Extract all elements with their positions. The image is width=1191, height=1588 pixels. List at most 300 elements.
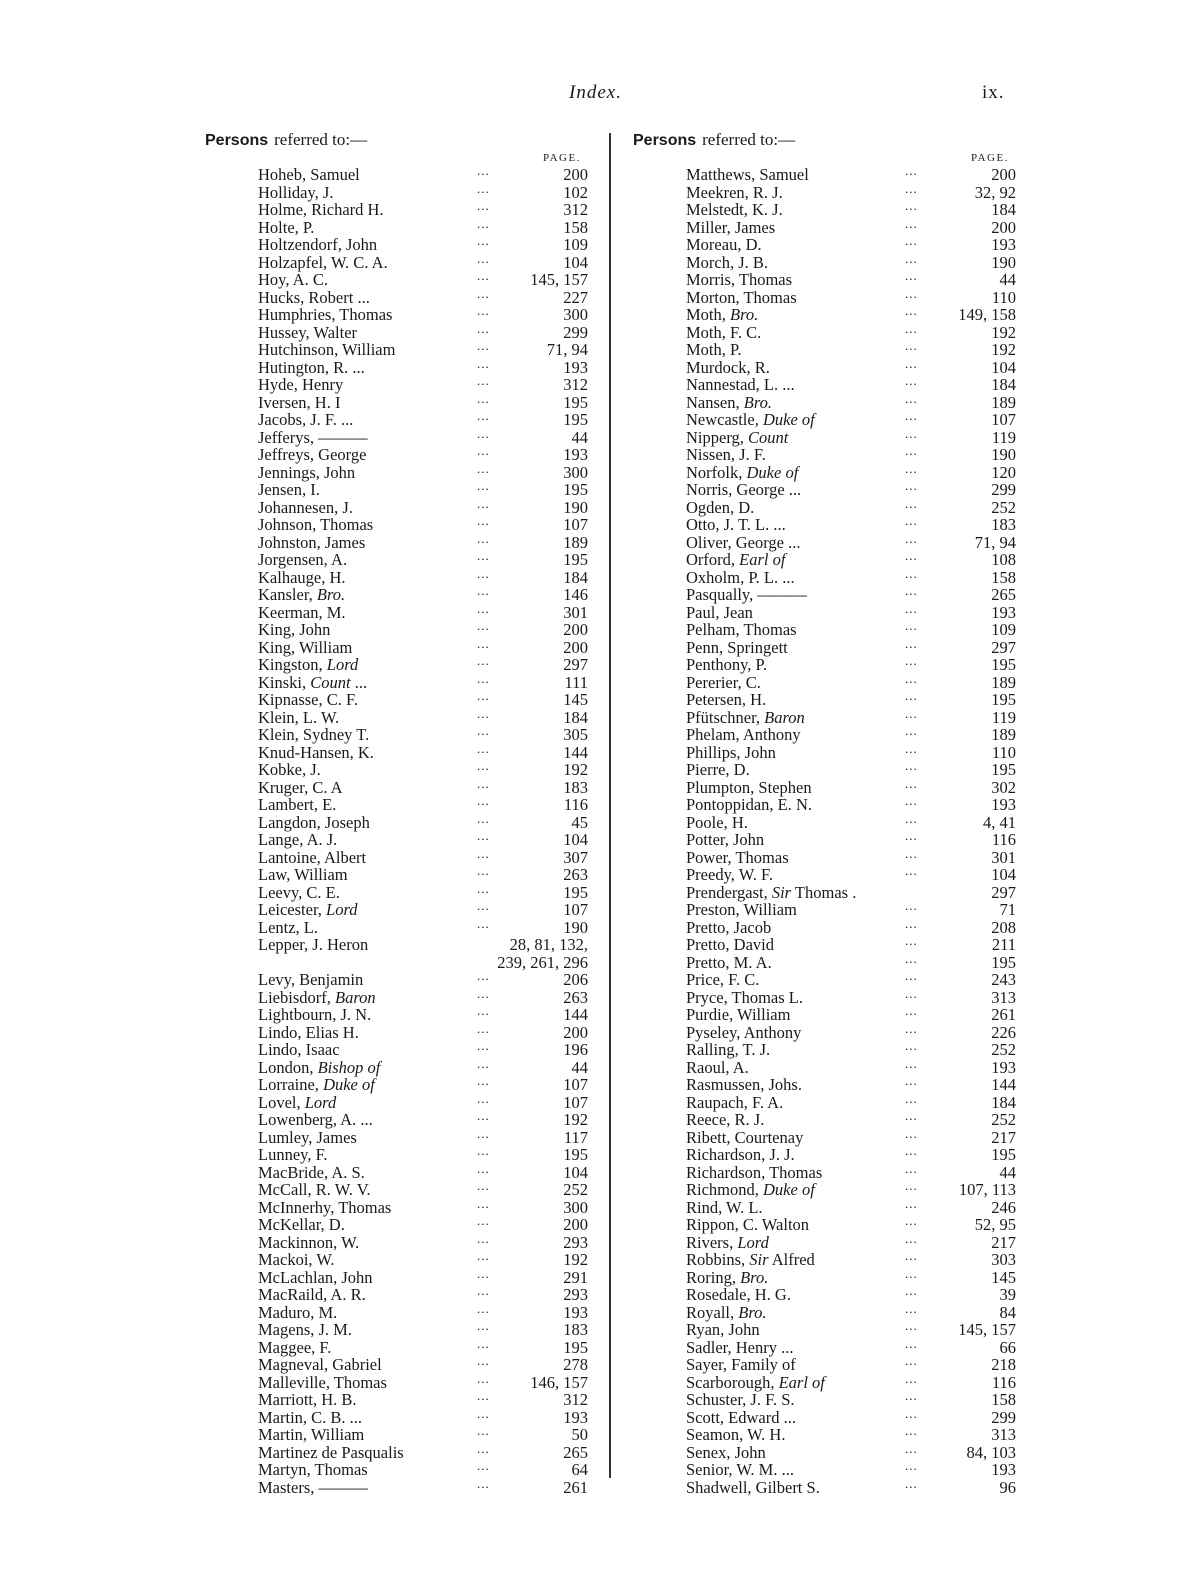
entry-name: Mackinnon, W.	[258, 1232, 360, 1252]
index-entry	[686, 1388, 1016, 1409]
entry-pages: 44	[999, 270, 1016, 289]
entry-name: Scarborough, Earl of	[686, 1372, 825, 1392]
index-entry	[686, 460, 1016, 482]
entry-name: Robbins, Sir Alfred	[686, 1250, 815, 1269]
leader-dots: ...	[905, 495, 918, 511]
entry-pages: 265	[991, 585, 1016, 604]
entry-pages: 301	[563, 602, 588, 622]
leader-dots: ...	[477, 548, 490, 563]
index-entry	[686, 390, 1016, 412]
leader-dots: ...	[905, 1318, 918, 1333]
entry-name: McCall, R. W. V.	[258, 1180, 371, 1199]
leader-dots: ...	[905, 1230, 918, 1246]
entry-pages: 116	[991, 830, 1016, 849]
index-entry	[686, 443, 1016, 464]
leader-dots: ...	[477, 985, 490, 1001]
leader-dots: ...	[905, 1370, 918, 1386]
entry-title: Sir	[749, 1250, 769, 1269]
index-entry	[686, 1300, 1016, 1322]
entry-name: Kalhauge, H.	[258, 567, 346, 587]
entry-name: Melstedt, K. J.	[686, 200, 783, 219]
leader-dots: ...	[477, 1073, 490, 1088]
leader-dots: ...	[905, 618, 918, 633]
entry-pages: 300	[563, 462, 588, 482]
entry-pages: 107	[563, 515, 588, 534]
index-entry	[258, 1475, 588, 1497]
index-entry	[686, 740, 1016, 762]
leader-dots: ...	[477, 600, 490, 616]
index-entry	[258, 1020, 588, 1042]
index-entry	[686, 1405, 1016, 1427]
leader-dots: ...	[905, 513, 918, 528]
index-entry	[686, 635, 1016, 657]
entry-pages: 111	[564, 672, 588, 692]
entry-name: Moth, P.	[686, 340, 742, 359]
entry-title: Lord	[304, 1092, 337, 1112]
entry-pages: 193	[563, 1407, 588, 1427]
index-entry	[258, 600, 588, 622]
entry-name: Lunney, F.	[258, 1145, 328, 1164]
leader-dots: ...	[905, 425, 918, 441]
entry-name: Lowenberg, A. ...	[258, 1110, 373, 1129]
index-entry	[258, 1370, 588, 1392]
entry-name: Levy, Benjamin	[258, 970, 364, 989]
leader-dots: ...	[905, 460, 918, 476]
entry-pages: 119	[991, 707, 1016, 727]
leader-dots: ...	[905, 1458, 918, 1473]
leader-dots: ...	[905, 198, 918, 213]
entry-name: Lorraine, Duke of	[258, 1075, 375, 1094]
leader-dots: ...	[477, 530, 490, 546]
entry-pages: 158	[991, 567, 1016, 587]
leader-dots: ...	[477, 1458, 490, 1473]
entry-pages: 96	[999, 1477, 1016, 1497]
leader-dots: ...	[477, 268, 490, 283]
entry-pages: 44	[571, 1057, 588, 1077]
entry-pages: 312	[563, 375, 588, 394]
entry-pages: 190	[563, 917, 588, 937]
entry-pages: 305	[563, 725, 588, 744]
right-column-heading	[633, 130, 795, 150]
entry-name: Pererier, C.	[686, 672, 761, 692]
index-entry	[258, 180, 588, 202]
entry-name: Hyde, Henry	[258, 375, 344, 394]
entry-name: Jorgensen, A.	[258, 550, 348, 569]
leader-dots: ...	[905, 1283, 918, 1298]
entry-pages: 261	[991, 1005, 1016, 1024]
index-entry	[258, 845, 588, 867]
index-entry	[686, 600, 1016, 622]
index-entry	[258, 1405, 588, 1427]
entry-name: Pretto, Jacob	[686, 917, 772, 937]
entry-pages: 261	[563, 1477, 588, 1497]
index-entry	[258, 1423, 588, 1444]
entry-name: Lindo, Isaac	[258, 1040, 340, 1059]
entry-name: Jefferys, ———	[258, 427, 368, 447]
entry-pages: 192	[563, 760, 588, 779]
index-entry	[686, 180, 1016, 202]
index-entry	[686, 1055, 1016, 1077]
leader-dots: ...	[905, 338, 918, 353]
leader-dots: ...	[477, 285, 490, 301]
leader-dots: ...	[477, 583, 490, 598]
leader-dots: ...	[905, 408, 918, 423]
leader-dots: ...	[477, 1475, 490, 1491]
index-entry	[258, 670, 588, 692]
index-entry	[258, 1318, 588, 1339]
entry-name: Jennings, John	[258, 462, 356, 482]
leader-dots: ...	[905, 793, 918, 808]
leader-dots: ...	[905, 215, 918, 231]
entry-pages: 189	[991, 725, 1016, 744]
leader-dots: ...	[905, 1108, 918, 1123]
leader-dots: ...	[905, 285, 918, 301]
leader-dots: ...	[905, 635, 918, 651]
entry-pages: 313	[991, 987, 1016, 1007]
entry-name: Lumley, James	[258, 1127, 357, 1147]
index-entry	[258, 303, 588, 324]
entry-pages: 193	[563, 357, 588, 377]
entry-name: Law, William	[258, 865, 348, 884]
entry-name: Ralling, T. J.	[686, 1040, 771, 1059]
index-entry	[686, 828, 1016, 849]
entry-name: Penn, Springett	[686, 637, 788, 657]
entry-name: Oliver, George ...	[686, 532, 801, 552]
leader-dots: ...	[905, 985, 918, 1001]
entry-name: Holtzendorf, John	[258, 235, 378, 254]
leader-dots: ...	[905, 1125, 918, 1141]
leader-dots: ...	[477, 775, 490, 791]
entry-name: Royall, Bro.	[686, 1302, 767, 1322]
entry-pages: 4, 41	[983, 812, 1016, 832]
entry-pages: 71, 94	[546, 340, 588, 359]
leader-dots: ...	[477, 390, 490, 406]
entry-name: Raoul, A.	[686, 1057, 749, 1077]
entry-name: Hoy, A. C.	[258, 270, 328, 289]
entry-name: Pontoppidan, E. N.	[686, 795, 813, 814]
entry-name: Rippon, C. Walton	[686, 1215, 810, 1234]
entry-pages: 145	[991, 1267, 1016, 1287]
index-entry	[258, 1073, 588, 1094]
entry-name: Lentz, L.	[258, 917, 319, 937]
index-entry	[686, 884, 1016, 902]
index-entry	[686, 810, 1016, 832]
column-divider	[609, 133, 611, 1478]
entry-name: Ogden, D.	[686, 497, 755, 517]
entry-pages: 297	[991, 637, 1016, 657]
index-entry	[258, 775, 588, 797]
entry-name: Maggee, F.	[258, 1337, 332, 1357]
entry-pages: 278	[563, 1355, 588, 1374]
entry-pages: 313	[991, 1425, 1016, 1444]
leader-dots: ...	[905, 723, 918, 738]
index-entry	[258, 285, 588, 307]
leader-dots: ...	[905, 775, 918, 791]
entry-pages: 291	[563, 1267, 588, 1287]
leader-dots: ...	[905, 1195, 918, 1211]
index-entry	[686, 1423, 1016, 1444]
entry-pages: 195	[563, 480, 588, 499]
entry-pages: 190	[563, 497, 588, 517]
index-entry	[686, 845, 1016, 867]
leader-dots: ...	[477, 1213, 490, 1228]
index-entry	[258, 1248, 588, 1269]
entry-name: Johannesen, J.	[258, 497, 353, 517]
entry-name: Hussey, Walter	[258, 322, 358, 342]
entry-name: Paul, Jean	[686, 602, 753, 622]
index-entry	[686, 1353, 1016, 1374]
entry-pages: 110	[991, 742, 1016, 762]
entry-name: Rosedale, H. G.	[686, 1285, 791, 1304]
entry-name: Klein, Sydney T.	[258, 725, 370, 744]
entry-pages: 149, 158	[958, 305, 1016, 324]
entry-pages: 84, 103	[966, 1442, 1016, 1462]
leader-dots: ...	[905, 1090, 918, 1106]
entry-pages: 193	[563, 1302, 588, 1322]
entry-pages: 117	[563, 1127, 588, 1147]
index-entry	[258, 936, 588, 971]
index-entry	[686, 1178, 1016, 1199]
entry-pages: 144	[563, 1005, 588, 1024]
entry-title: Duke of	[746, 462, 799, 482]
entry-name: Schuster, J. F. S.	[686, 1390, 795, 1409]
entry-name: Seamon, W. H.	[686, 1425, 786, 1444]
index-entry	[686, 548, 1016, 569]
index-entry	[258, 828, 588, 849]
leader-dots: ...	[477, 1038, 490, 1053]
leader-dots: ...	[477, 968, 490, 983]
entry-name: Holme, Richard H.	[258, 200, 384, 219]
entry-pages: 144	[563, 742, 588, 762]
entry-pages: 302	[991, 777, 1016, 797]
entry-pages: 195	[563, 410, 588, 429]
entry-pages: 193	[991, 795, 1016, 814]
entry-name: Plumpton, Stephen	[686, 777, 812, 797]
entry-name: Sayer, Family of	[686, 1355, 796, 1374]
index-entry	[686, 1213, 1016, 1234]
index-entry	[258, 250, 588, 272]
leader-dots: ...	[477, 478, 490, 493]
leader-dots: ...	[905, 1265, 918, 1281]
leader-dots: ...	[905, 1038, 918, 1053]
leader-dots: ...	[905, 250, 918, 266]
index-entry	[258, 1108, 588, 1129]
entry-pages: 192	[991, 322, 1016, 342]
entry-name: Holte, P.	[258, 217, 315, 237]
leader-dots: ...	[905, 1020, 918, 1036]
entry-title: Bro.	[740, 1267, 769, 1287]
index-entry	[258, 618, 588, 639]
leader-dots: ...	[477, 863, 490, 878]
leader-dots: ...	[477, 1440, 490, 1456]
leader-dots: ...	[477, 1195, 490, 1211]
leader-dots: ...	[905, 1405, 918, 1421]
index-entry	[258, 443, 588, 464]
entry-pages: 195	[991, 655, 1016, 674]
entry-pages: 184	[991, 200, 1016, 219]
leader-dots: ...	[905, 688, 918, 703]
index-entry	[258, 268, 588, 289]
entry-pages: 195	[991, 952, 1016, 972]
entry-pages: 303	[991, 1250, 1016, 1269]
entry-name: Norris, George ...	[686, 480, 802, 499]
index-entry	[686, 688, 1016, 709]
entry-pages: 104	[563, 252, 588, 272]
entry-pages: 107, 113	[958, 1180, 1016, 1199]
entry-name: Pryce, Thomas L.	[686, 987, 804, 1007]
leader-dots: ...	[477, 1248, 490, 1263]
leader-dots: ...	[477, 845, 490, 861]
entry-title: Bro.	[316, 585, 346, 604]
leader-dots: ...	[477, 1318, 490, 1333]
entry-pages: 252	[991, 1040, 1016, 1059]
entry-pages: 246	[991, 1197, 1016, 1217]
entry-pages: 297	[563, 655, 588, 674]
index-entry	[686, 1038, 1016, 1059]
leader-dots: ...	[905, 1143, 918, 1158]
leader-dots: ...	[905, 915, 918, 931]
entry-name: Power, Thomas	[686, 847, 789, 867]
entry-name: MacRaild, A. R.	[258, 1285, 366, 1304]
entry-name: Knud-Hansen, K.	[258, 742, 374, 762]
leader-dots: ...	[477, 880, 490, 896]
index-entry	[686, 215, 1016, 237]
entry-pages: 183	[563, 1320, 588, 1339]
entry-pages: 102	[563, 182, 588, 202]
entry-name: Lightbourn, J. N.	[258, 1005, 372, 1024]
entry-pages: 144	[991, 1075, 1016, 1094]
entry-pages: 120	[991, 462, 1016, 482]
leader-dots: ...	[905, 758, 918, 773]
page-column-label: PAGE.	[971, 152, 1009, 164]
entry-title: Earl of	[778, 1372, 825, 1392]
entry-title: Sir	[771, 882, 792, 902]
entry-name: Marriott, H. B.	[258, 1390, 357, 1409]
leader-dots: ...	[477, 1388, 490, 1403]
entry-title: Bro.	[730, 305, 759, 324]
entry-name: Ryan, John	[686, 1320, 760, 1339]
entry-pages: 200	[563, 1215, 588, 1234]
leader-dots: ...	[905, 1353, 918, 1368]
entry-pages: 192	[991, 340, 1016, 359]
entry-title: Baron	[334, 987, 376, 1007]
entry-pages: 184	[563, 707, 588, 727]
entry-name: Rind, W. L.	[686, 1197, 763, 1217]
index-entry	[686, 530, 1016, 552]
entry-name: Sadler, Henry ...	[686, 1337, 794, 1357]
entry-name: Meekren, R. J.	[686, 182, 783, 202]
leader-dots: ...	[477, 250, 490, 266]
entry-pages: 293	[563, 1285, 588, 1304]
index-entry	[686, 775, 1016, 797]
entry-pages: 299	[991, 480, 1016, 499]
entry-name: Martin, C. B. ...	[258, 1407, 363, 1427]
leader-dots: ...	[477, 1003, 490, 1018]
entry-name: Kingston, Lord	[258, 655, 359, 674]
leader-dots: ...	[905, 530, 918, 546]
entry-name: Holzapfel, W. C. A.	[258, 252, 388, 272]
entry-name: Newcastle, Duke of	[686, 410, 815, 429]
leader-dots: ...	[905, 583, 918, 598]
entry-name: Magneval, Gabriel	[258, 1355, 382, 1374]
leader-dots: ...	[905, 1213, 918, 1228]
entry-pages: 109	[991, 620, 1016, 639]
entry-name: Hutchinson, William	[258, 340, 396, 359]
leader-dots: ...	[477, 793, 490, 808]
index-entry	[258, 1458, 588, 1479]
entry-pages: 158	[991, 1390, 1016, 1409]
leader-dots: ...	[477, 565, 490, 581]
entry-pages: 200	[563, 1022, 588, 1042]
index-entry	[686, 1143, 1016, 1164]
index-entry	[686, 1090, 1016, 1112]
leader-dots: ...	[905, 653, 918, 668]
index-entry	[686, 250, 1016, 272]
entry-pages: 146, 157	[530, 1372, 588, 1392]
leader-dots: ...	[477, 653, 490, 668]
entry-pages: 84	[999, 1302, 1016, 1322]
index-entry	[258, 565, 588, 587]
entry-name: Liebisdorf, Baron	[258, 987, 376, 1007]
entry-name: Martyn, Thomas	[258, 1460, 368, 1479]
leader-dots: ...	[477, 373, 490, 388]
leader-dots: ...	[477, 180, 490, 196]
entry-title: Bro.	[743, 392, 772, 412]
leader-dots: ...	[905, 845, 918, 861]
entry-pages: 104	[991, 357, 1016, 377]
entry-pages: 183	[991, 515, 1016, 534]
leader-dots: ...	[477, 1230, 490, 1246]
leader-dots: ...	[477, 443, 490, 458]
leader-dots: ...	[905, 1300, 918, 1316]
entry-name: Moth, Bro.	[686, 305, 759, 324]
entry-name: Jacobs, J. F. ...	[258, 410, 354, 429]
entry-pages: 200	[991, 217, 1016, 237]
entry-name: Morton, Thomas	[686, 287, 797, 307]
entry-title: Duke of	[763, 1180, 815, 1199]
entry-pages: 195	[563, 1337, 588, 1357]
entry-pages: 107	[991, 410, 1016, 429]
entry-name: McKellar, D.	[258, 1215, 345, 1234]
leader-dots: ...	[477, 1283, 490, 1298]
entry-pages: 45	[571, 812, 588, 832]
entry-pages: 110	[991, 287, 1016, 307]
entry-pages: 66	[999, 1337, 1016, 1357]
index-entry	[258, 810, 588, 832]
leader-dots: ...	[477, 1423, 490, 1438]
index-entry	[686, 268, 1016, 289]
index-entry	[686, 863, 1016, 884]
entry-name: Scott, Edward ...	[686, 1407, 796, 1427]
entry-pages: 195	[563, 550, 588, 569]
leader-dots: ...	[477, 635, 490, 651]
entry-name: Matthews, Samuel	[686, 165, 809, 184]
entry-name: Hutington, R. ...	[258, 357, 365, 377]
index-entry	[258, 793, 588, 814]
entry-pages: 184	[991, 375, 1016, 394]
leader-dots: ...	[477, 1055, 490, 1071]
index-entry	[258, 495, 588, 517]
index-entry	[686, 705, 1016, 727]
entry-pages: 196	[563, 1040, 588, 1059]
entry-pages: 193	[991, 602, 1016, 622]
entry-pages: 158	[563, 217, 588, 237]
entry-pages: 200	[563, 165, 588, 184]
entry-pages: 200	[991, 165, 1016, 184]
index-entry	[258, 390, 588, 412]
leader-dots: ...	[477, 828, 490, 843]
entry-name: McLachlan, John	[258, 1267, 373, 1287]
